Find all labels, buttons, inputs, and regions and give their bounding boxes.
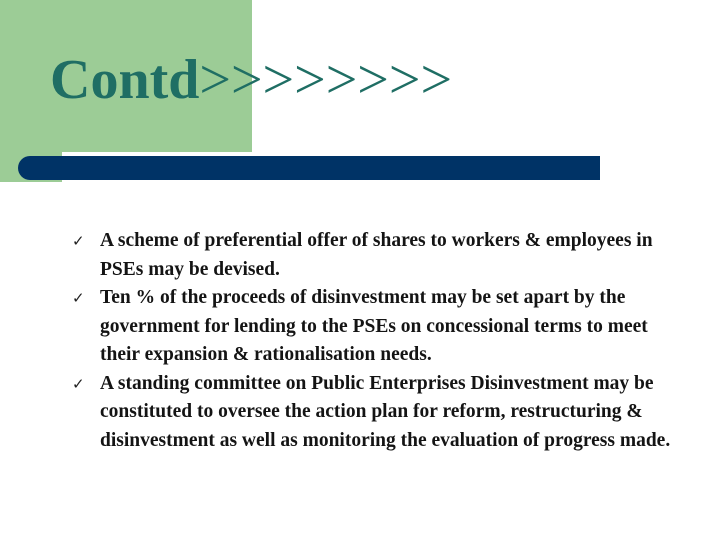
list-item bbox=[72, 284, 682, 370]
bullet-text: A standing committee on Public Enterprises Disinvestment may be constituted to oversee the action plan for reform, restructuring & disinvestment as well as monitoring the evaluation of progress made. bbox=[100, 372, 671, 451]
title-divider-bar bbox=[18, 156, 600, 180]
checkmark-icon: ✓ bbox=[72, 232, 85, 250]
checkmark-icon: ✓ bbox=[72, 289, 85, 307]
list-item bbox=[72, 370, 682, 456]
bullet-text: A scheme of preferential offer of shares to workers & employees in PSEs may be devised. bbox=[100, 230, 653, 280]
slide-title-arrows: >>>>>>>> bbox=[199, 49, 453, 111]
slide-title bbox=[50, 49, 453, 111]
list-item bbox=[72, 227, 682, 284]
bullet-text: Ten % of the proceeds of disinvestment may be set apart by the government for lending to the PSEs on concessional terms to meet their expansion & rationalisation needs. bbox=[100, 287, 648, 365]
checkmark-icon: ✓ bbox=[72, 374, 85, 393]
slide-title-main: Contd bbox=[50, 49, 200, 111]
bullet-list bbox=[72, 227, 682, 455]
